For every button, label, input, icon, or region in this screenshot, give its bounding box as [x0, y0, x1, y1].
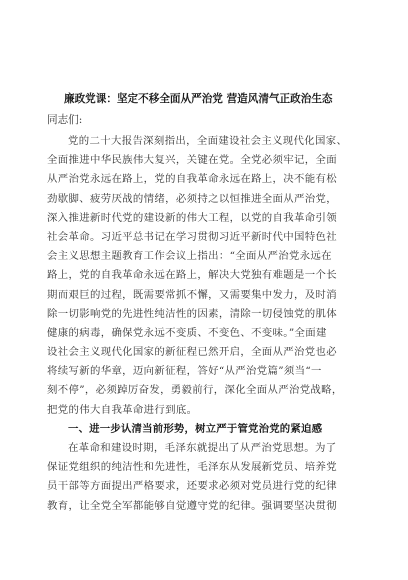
text-line: 健康的病毒，确保党永远不变质、不变色、不变味。”全面建: [47, 326, 327, 339]
body-text: [47, 132, 367, 516]
text-line: 将续写新的华章，迈向新征程，答好“从严治党篇”须当“一: [47, 365, 322, 378]
text-line: 全面推进中华民族伟大复兴，关键在党。全党必须牢记，全面: [47, 154, 337, 167]
document-title: 廉政党课：坚定不移全面从严治党 营造风清气正政治生态: [64, 93, 333, 105]
text-line: 保证党组织的纯洁性和先进性，毛泽东从发展新党员、培养党: [47, 461, 337, 474]
salutation: 同志们:: [47, 114, 83, 126]
text-line: 教育，让全党全军都能够自觉遵守党的纪律。强调要坚决贯彻: [47, 499, 337, 512]
text-line: 深入推进新时代党的建设新的伟大工程，以党的自我革命引领: [47, 211, 337, 224]
text-line: 党的二十大报告深刻指出，全面建设社会主义现代化国家、: [68, 135, 348, 147]
text-line: 刻不停”，必须踔厉奋发，勇毅前行，深化全面从严治党战略，: [47, 384, 343, 397]
text-line: 除一切影响党的先进性纯洁性的因素，清除一切侵蚀党的肌体: [47, 307, 337, 320]
text-line: 会主义思想主题教育工作会议上指出：“全面从严治党永远在: [47, 250, 332, 263]
text-line: 期而艰巨的过程，既需要常抓不懈，又需要集中发力，及时消: [47, 288, 337, 301]
text-line: 在革命和建设时期，毛泽东就提出了从严治党思想。为了: [68, 442, 337, 454]
text-line: 劲歇脚、疲劳厌战的情绪，必须持之以恒推进全面从严治党，: [47, 192, 337, 205]
section-heading: 一、进一步认清当前形势，树立严于管党治党的紧迫感: [68, 422, 323, 435]
text-line: 设社会主义现代化国家的新征程已然开启，全面从严治党也必: [47, 346, 337, 359]
text-line: 把党的伟大自我革命进行到底。: [47, 403, 198, 416]
text-line: 社会革命。习近平总书记在学习贯彻习近平新时代中国特色社: [47, 230, 337, 243]
text-line: 路上，党的自我革命永远在路上，解决大党独有难题是一个长: [47, 269, 337, 282]
text-line: 员干部等方面提出严格要求，还要求必须对党员进行党的纪律: [47, 480, 337, 493]
text-line: 从严治党永远在路上，党的自我革命永远在路上，决不能有松: [47, 173, 337, 186]
